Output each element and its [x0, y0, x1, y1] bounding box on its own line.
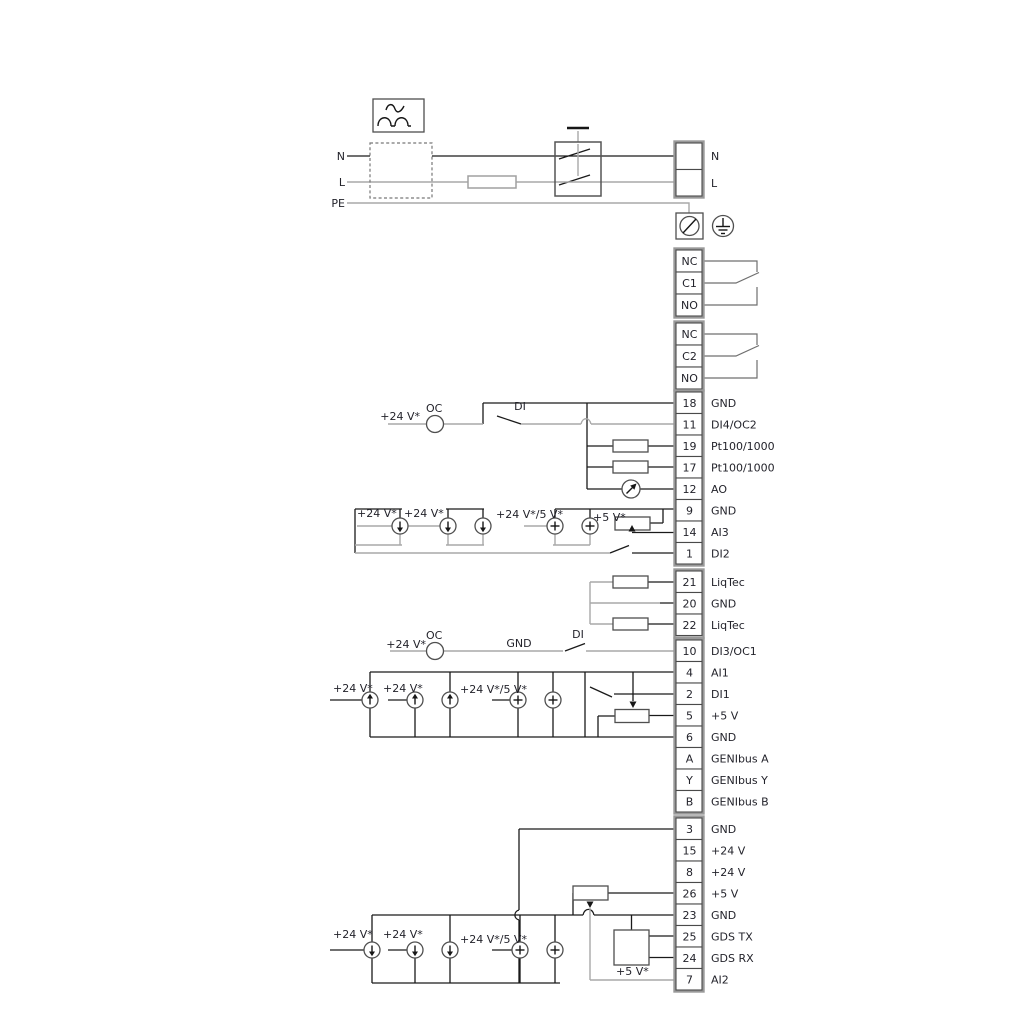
terminal-number: 2 [686, 688, 693, 701]
relay2-nc: NC [681, 328, 698, 341]
terminal-number: 22 [682, 619, 697, 632]
terminal-label: GND [711, 731, 737, 744]
terminal-number: 4 [686, 666, 693, 680]
terminal-label: LiqTec [711, 619, 745, 632]
line-out-label: L [711, 177, 718, 190]
terminal-cell [676, 170, 702, 197]
plus24-annotation: +24 V* [383, 682, 423, 695]
io-group-3-section [330, 628, 769, 814]
terminal-label: DI2 [711, 547, 730, 561]
plus24-annotation: +24 V* [383, 928, 423, 941]
resistor-icon [613, 618, 648, 630]
plus5v-annotation: +5 V* [616, 965, 649, 978]
terminal-label: GENIbus Y [711, 774, 768, 787]
open-collector-icon [427, 416, 444, 433]
terminal-number: 11 [682, 418, 697, 432]
protective-earth-icon [713, 216, 734, 237]
plus24-5v-annotation: +24 V*/5 V* [496, 508, 563, 521]
terminal-label: AI2 [711, 973, 729, 987]
terminal-label: GND [711, 597, 737, 611]
voltage-source-plus-icon [547, 942, 563, 958]
plus24-5v-annotation: +24 V*/5 V* [460, 933, 527, 946]
terminal-label: GND [711, 397, 737, 410]
terminal-number: 5 [686, 709, 693, 723]
neutral-out-label: N [711, 150, 720, 163]
terminal-label: GENIbus A [711, 752, 769, 766]
relay-1-section [675, 249, 760, 318]
fuse-icon [468, 176, 516, 188]
terminal-label: GND [711, 909, 737, 922]
wiper-arrow-icon [630, 702, 637, 709]
oc-annotation: OC [426, 629, 443, 642]
plus24-annotation: +24 V* [386, 638, 426, 651]
neutral-in-label: N [336, 150, 345, 163]
terminal-label: Pt100/1000 [711, 440, 775, 453]
relay-2-section [675, 322, 760, 391]
resistor-icon [613, 440, 648, 452]
terminal-number: 19 [682, 440, 697, 453]
relay1-nc: NC [681, 255, 698, 268]
terminal-number: 9 [686, 504, 693, 518]
gnd-annotation: GND [506, 637, 532, 650]
plus24-annotation: +24 V* [357, 507, 397, 520]
terminal-label: GDS RX [711, 952, 754, 965]
terminal-number: 26 [682, 887, 697, 901]
plus24-annotation: +24 V* [333, 928, 373, 941]
line-in-label: L [338, 176, 345, 189]
terminal-number: 23 [682, 909, 697, 922]
relay2-wires [703, 334, 759, 378]
terminal-label: AI1 [711, 666, 729, 680]
current-source-down-icon [364, 942, 380, 958]
terminal-number: 12 [682, 483, 697, 496]
di-annotation: DI [572, 628, 584, 641]
plus24-annotation: +24 V* [333, 682, 373, 695]
relay2-no: NO [681, 372, 698, 385]
terminal-label: +24 V [711, 866, 746, 879]
emc-filter-box [370, 143, 432, 198]
plus5v-annotation: +5 V* [593, 511, 626, 524]
terminal-label: GND [711, 504, 737, 518]
terminal-label: GND [711, 823, 737, 836]
plus24-5v-annotation: +24 V*/5 V* [460, 683, 527, 696]
terminal-number: 6 [686, 731, 693, 744]
terminal-number: 21 [682, 576, 697, 589]
mains-power-section [331, 99, 733, 239]
terminal-number: 25 [682, 930, 697, 944]
current-source-down-icon [407, 942, 423, 958]
resistor-icon [613, 576, 648, 588]
potentiometer-icon [573, 886, 608, 900]
terminal-number: 20 [682, 597, 697, 611]
terminal-number: 7 [686, 973, 693, 987]
terminal-label: DI4/OC2 [711, 418, 757, 432]
rectifier-waveform-icon [373, 99, 424, 132]
terminal-label: LiqTec [711, 576, 745, 589]
terminal-number: Y [686, 774, 693, 787]
terminal-label: Pt100/1000 [711, 461, 775, 475]
terminal-label: GENIbus B [711, 795, 769, 809]
terminal-label: GDS TX [711, 930, 753, 944]
io-group-2-section [590, 570, 745, 638]
analog-output-meter-icon [622, 480, 640, 498]
terminal-number: 24 [682, 952, 697, 965]
relay1-no: NO [681, 299, 698, 312]
terminal-label: AI3 [711, 526, 729, 539]
current-source-down-icon [442, 942, 458, 958]
relay1-wires [703, 261, 759, 305]
terminal-number: 10 [682, 645, 697, 658]
terminal-number: A [685, 752, 694, 766]
terminal-label: +5 V [711, 887, 739, 901]
voltage-source-plus-icon [545, 692, 561, 708]
terminal-label: DI3/OC1 [711, 645, 757, 658]
current-source-up-icon [442, 692, 458, 708]
io-group-4-section [330, 817, 754, 992]
open-collector-icon [427, 643, 444, 660]
pe-label: PE [331, 197, 345, 210]
resistor-icon [613, 461, 648, 473]
oc-annotation: OC [426, 402, 443, 415]
relay1-c1: C1 [682, 277, 697, 290]
terminal-number: 15 [682, 844, 697, 858]
terminal-number: 18 [682, 397, 697, 410]
terminal-number: 14 [682, 526, 697, 539]
current-source-down-icon [440, 518, 456, 534]
wiper-arrow-icon [587, 902, 594, 909]
mains-terminal-block [675, 142, 704, 198]
current-source-down-icon [475, 518, 491, 534]
terminal-number: B [685, 795, 694, 809]
io-group-1-section [355, 391, 775, 566]
terminal-number: 8 [686, 866, 693, 879]
terminal-label: AO [711, 483, 727, 496]
relay2-c2: C2 [682, 350, 697, 363]
potentiometer-icon [615, 710, 649, 723]
plus24-annotation: +24 V* [380, 410, 420, 423]
terminal-cell [676, 143, 702, 170]
plus24-annotation: +24 V* [404, 507, 444, 520]
terminal-label: +24 V [711, 844, 746, 858]
terminal-number: 17 [682, 461, 697, 475]
current-source-down-icon [392, 518, 408, 534]
terminal-number: 3 [686, 823, 693, 836]
terminal-label: +5 V [711, 709, 739, 723]
terminal-number: 1 [686, 547, 693, 561]
screw-terminal-icon [676, 213, 703, 239]
di-annotation: DI [514, 400, 526, 413]
terminal-label: DI1 [711, 688, 730, 701]
gds-sensor-box-icon [614, 930, 649, 965]
